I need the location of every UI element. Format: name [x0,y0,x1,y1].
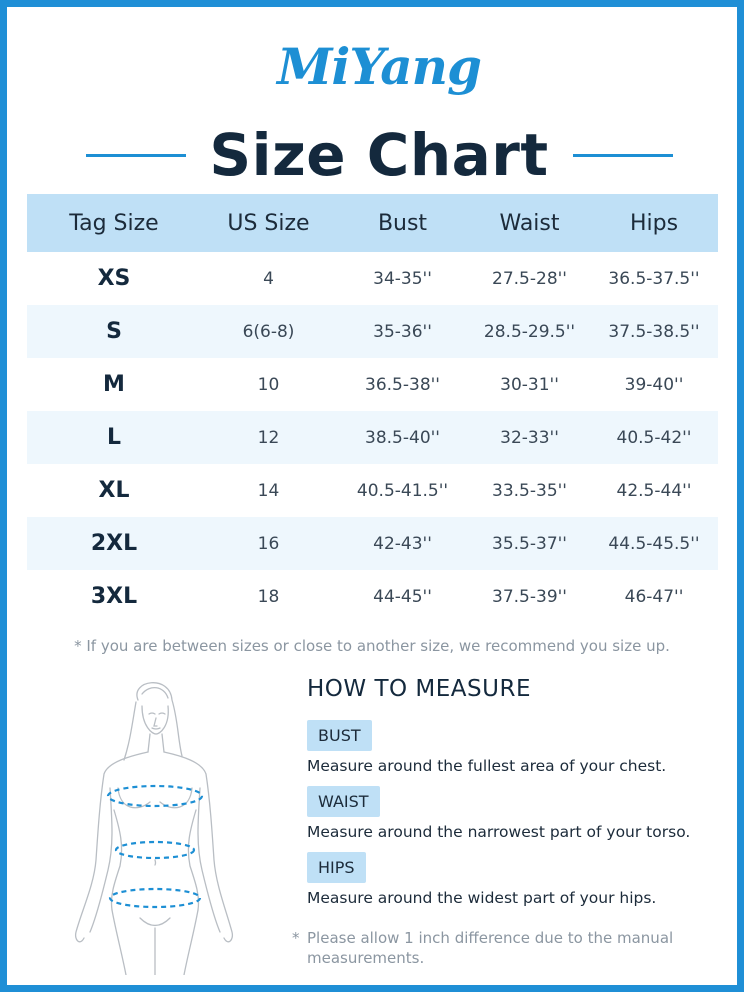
us-size-cell: 18 [257,586,280,607]
measure-item-waist [307,786,727,841]
size-table [27,194,718,623]
us-size-cell: 6(6-8) [242,321,295,342]
hips-cell: 37.5-38.5'' [608,321,700,342]
how-to-measure-title: HOW TO MEASURE [307,676,531,702]
us-size-cell: 14 [257,480,280,501]
waist-cell: 35.5-37'' [492,533,567,554]
waist-tag: WAIST [307,786,380,817]
tag-size-cell: XS [97,266,131,291]
waist-cell: 30-31'' [500,374,559,395]
waist-cell: 28.5-29.5'' [483,321,576,342]
header-bust: Bust [377,210,428,236]
waist-description: Measure around the narrowest part of your torso. [307,823,691,841]
hips-cell: 44.5-45.5'' [608,533,700,554]
tag-size-cell: 3XL [90,584,138,609]
table-header [27,194,718,252]
us-size-cell: 16 [257,533,280,554]
bust-cell: 38.5-40'' [365,427,440,448]
bust-cell: 40.5-41.5'' [356,480,449,501]
table-row [27,358,718,411]
body-figure-illustration [60,670,250,975]
title-divider-right [573,154,673,157]
bust-cell: 34-35'' [373,268,432,289]
hips-description: Measure around the widest part of your hips. [307,889,657,907]
us-size-cell: 4 [263,268,274,289]
header-tag-size: Tag Size [69,210,159,236]
measure-item-hips [307,852,727,907]
measure-item-bust [307,720,727,775]
note-text: Please allow 1 inch difference due to the manual measurements. [307,929,674,967]
hips-cell: 46-47'' [624,586,684,607]
bust-cell: 42-43'' [373,533,432,554]
bust-tag: BUST [307,720,372,751]
tag-size-cell: L [106,425,122,450]
brand-logo: MiYang [277,37,481,96]
tag-size-cell: M [103,372,125,397]
title-row [7,119,744,193]
header-us-size: US Size [227,210,310,236]
us-size-cell: 12 [257,427,280,448]
hips-cell: 36.5-37.5'' [608,268,700,289]
header-hips: Hips [629,210,679,236]
table-row [27,464,718,517]
hips-cell: 39-40'' [624,374,684,395]
bust-cell: 44-45'' [373,586,432,607]
waist-cell: 27.5-28'' [492,268,567,289]
table-row [27,570,718,623]
tag-size-cell: XL [98,478,130,503]
bust-cell: 36.5-38'' [365,374,440,395]
page-title: Size Chart [209,121,549,189]
measurement-note [292,928,732,968]
tag-size-cell: 2XL [90,531,138,556]
table-row [27,252,718,305]
hips-cell: 42.5-44'' [616,480,692,501]
header-waist: Waist [499,210,560,236]
tag-size-cell: S [106,319,122,344]
table-row [27,517,718,570]
bust-description: Measure around the fullest area of your chest. [307,757,667,775]
bust-cell: 35-36'' [373,321,432,342]
table-row [27,305,718,358]
us-size-cell: 10 [257,374,280,395]
note-asterisk: * [292,929,300,947]
waist-cell: 37.5-39'' [492,586,567,607]
table-row [27,411,718,464]
hips-tag: HIPS [307,852,366,883]
hips-cell: 40.5-42'' [616,427,692,448]
how-to-measure-panel [307,676,727,907]
waist-cell: 33.5-35'' [492,480,567,501]
waist-cell: 32-33'' [500,427,559,448]
size-up-footnote: * If you are between sizes or close to another size, we recommend you size up. [74,637,670,655]
